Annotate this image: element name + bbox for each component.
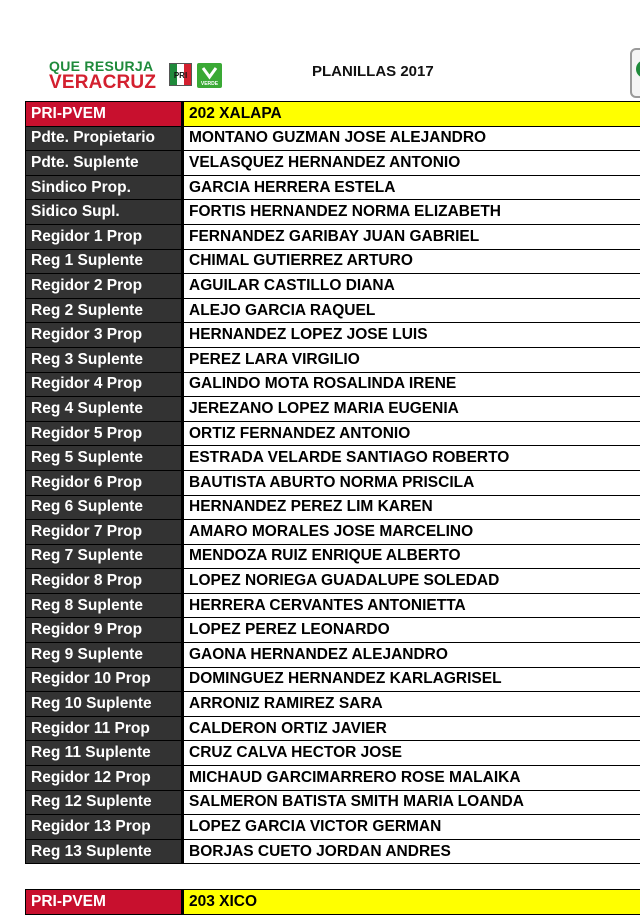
table-row	[26, 520, 640, 545]
candidate-name-cell: AGUILAR CASTILLO DIANA	[183, 274, 640, 299]
role-cell: Regidor 1 Prop	[26, 224, 183, 249]
table-row	[26, 495, 640, 520]
district-cell: 202 XALAPA	[183, 102, 640, 127]
slate-header-row	[26, 102, 640, 127]
candidate-name-cell: BAUTISTA ABURTO NORMA PRISCILA	[183, 470, 640, 495]
candidate-name-cell: CALDERON ORTIZ JAVIER	[183, 716, 640, 741]
table-row	[26, 249, 640, 274]
district-cell: 203 XICO	[183, 890, 640, 915]
pri-logo-icon	[169, 63, 192, 86]
candidate-name-cell: ORTIZ FERNANDEZ ANTONIO	[183, 421, 640, 446]
role-cell: Reg 7 Suplente	[26, 544, 183, 569]
role-cell: Reg 10 Suplente	[26, 692, 183, 717]
party-cell: PRI-PVEM	[26, 102, 183, 127]
candidate-name-cell: CRUZ CALVA HECTOR JOSE	[183, 741, 640, 766]
role-cell: Regidor 12 Prop	[26, 766, 183, 791]
table-row	[26, 544, 640, 569]
role-cell: Reg 1 Suplente	[26, 249, 183, 274]
table-row	[26, 470, 640, 495]
corner-logo-icon	[630, 48, 640, 98]
candidate-name-cell: VELASQUEZ HERNANDEZ ANTONIO	[183, 151, 640, 176]
pri-logo-text: PRI	[174, 71, 187, 80]
candidate-name-cell: LOPEZ NORIEGA GUADALUPE SOLEDAD	[183, 569, 640, 594]
table-row	[26, 667, 640, 692]
table-row	[26, 126, 640, 151]
candidate-name-cell: BORJAS CUETO JORDAN ANDRES	[183, 839, 640, 864]
role-cell: Reg 6 Suplente	[26, 495, 183, 520]
table-row	[26, 175, 640, 200]
candidate-name-cell: PEREZ LARA VIRGILIO	[183, 347, 640, 372]
candidate-name-cell: HERRERA CERVANTES ANTONIETTA	[183, 593, 640, 618]
candidate-name-cell: ESTRADA VELARDE SANTIAGO ROBERTO	[183, 446, 640, 471]
candidate-name-cell: GARCIA HERRERA ESTELA	[183, 175, 640, 200]
role-cell: Regidor 5 Prop	[26, 421, 183, 446]
table-row	[26, 274, 640, 299]
role-cell: Regidor 3 Prop	[26, 323, 183, 348]
role-cell: Reg 5 Suplente	[26, 446, 183, 471]
table-row	[26, 397, 640, 422]
slate-table-xalapa	[25, 101, 640, 864]
table-row	[26, 323, 640, 348]
slate-body	[26, 102, 640, 864]
candidate-name-cell: MENDOZA RUIZ ENRIQUE ALBERTO	[183, 544, 640, 569]
logo-line-2: VERACRUZ	[49, 73, 156, 92]
candidate-name-cell: JEREZANO LOPEZ MARIA EUGENIA	[183, 397, 640, 422]
report-title: PLANILLAS 2017	[312, 63, 434, 80]
role-cell: Sindico Prop.	[26, 175, 183, 200]
candidate-name-cell: HERNANDEZ PEREZ LIM KAREN	[183, 495, 640, 520]
table-row	[26, 593, 640, 618]
table-row	[26, 224, 640, 249]
table-row	[26, 716, 640, 741]
candidate-name-cell: LOPEZ PEREZ LEONARDO	[183, 618, 640, 643]
role-cell: Reg 13 Suplente	[26, 839, 183, 864]
table-row	[26, 741, 640, 766]
table-row	[26, 839, 640, 864]
role-cell: Pdte. Suplente	[26, 151, 183, 176]
verde-logo-text: VERDE	[201, 81, 219, 87]
role-cell: Reg 3 Suplente	[26, 347, 183, 372]
candidate-name-cell: FERNANDEZ GARIBAY JUAN GABRIEL	[183, 224, 640, 249]
table-row	[26, 569, 640, 594]
candidate-name-cell: FORTIS HERNANDEZ NORMA ELIZABETH	[183, 200, 640, 225]
candidate-name-cell: LOPEZ GARCIA VICTOR GERMAN	[183, 815, 640, 840]
candidate-name-cell: ALEJO GARCIA RAQUEL	[183, 298, 640, 323]
role-cell: Regidor 8 Prop	[26, 569, 183, 594]
table-row	[26, 643, 640, 668]
party-cell: PRI-PVEM	[26, 890, 183, 915]
candidate-name-cell: MICHAUD GARCIMARRERO ROSE MALAIKA	[183, 766, 640, 791]
table-row	[26, 790, 640, 815]
candidate-name-cell: AMARO MORALES JOSE MARCELINO	[183, 520, 640, 545]
campaign-logo	[49, 59, 156, 92]
table-row	[26, 421, 640, 446]
role-cell: Regidor 7 Prop	[26, 520, 183, 545]
page-header	[0, 0, 640, 100]
table-row	[26, 200, 640, 225]
candidate-name-cell: HERNANDEZ LOPEZ JOSE LUIS	[183, 323, 640, 348]
table-row	[26, 815, 640, 840]
role-cell: Regidor 13 Prop	[26, 815, 183, 840]
logo-line-1: QUE RESURJA	[49, 59, 156, 73]
role-cell: Sidico Supl.	[26, 200, 183, 225]
role-cell: Reg 8 Suplente	[26, 593, 183, 618]
table-row	[26, 347, 640, 372]
table-row	[26, 446, 640, 471]
candidate-name-cell: CHIMAL GUTIERREZ ARTURO	[183, 249, 640, 274]
role-cell: Regidor 6 Prop	[26, 470, 183, 495]
role-cell: Reg 9 Suplente	[26, 643, 183, 668]
verde-logo-icon	[197, 63, 222, 88]
role-cell: Regidor 9 Prop	[26, 618, 183, 643]
table-row	[26, 151, 640, 176]
candidate-name-cell: MONTANO GUZMAN JOSE ALEJANDRO	[183, 126, 640, 151]
role-cell: Pdte. Propietario	[26, 126, 183, 151]
role-cell: Regidor 10 Prop	[26, 667, 183, 692]
candidate-name-cell: ARRONIZ RAMIREZ SARA	[183, 692, 640, 717]
role-cell: Reg 2 Suplente	[26, 298, 183, 323]
candidate-name-cell: DOMINGUEZ HERNANDEZ KARLAGRISEL	[183, 667, 640, 692]
slate-table-xico	[25, 889, 640, 915]
candidate-name-cell: SALMERON BATISTA SMITH MARIA LOANDA	[183, 790, 640, 815]
candidate-name-cell: GAONA HERNANDEZ ALEJANDRO	[183, 643, 640, 668]
candidate-name-cell: GALINDO MOTA ROSALINDA IRENE	[183, 372, 640, 397]
role-cell: Reg 12 Suplente	[26, 790, 183, 815]
table-row	[26, 766, 640, 791]
table-row	[26, 372, 640, 397]
table-row	[26, 692, 640, 717]
table-row	[26, 298, 640, 323]
role-cell: Regidor 4 Prop	[26, 372, 183, 397]
role-cell: Regidor 11 Prop	[26, 716, 183, 741]
slate-header-row	[26, 890, 640, 915]
table-row	[26, 618, 640, 643]
role-cell: Regidor 2 Prop	[26, 274, 183, 299]
role-cell: Reg 11 Suplente	[26, 741, 183, 766]
role-cell: Reg 4 Suplente	[26, 397, 183, 422]
